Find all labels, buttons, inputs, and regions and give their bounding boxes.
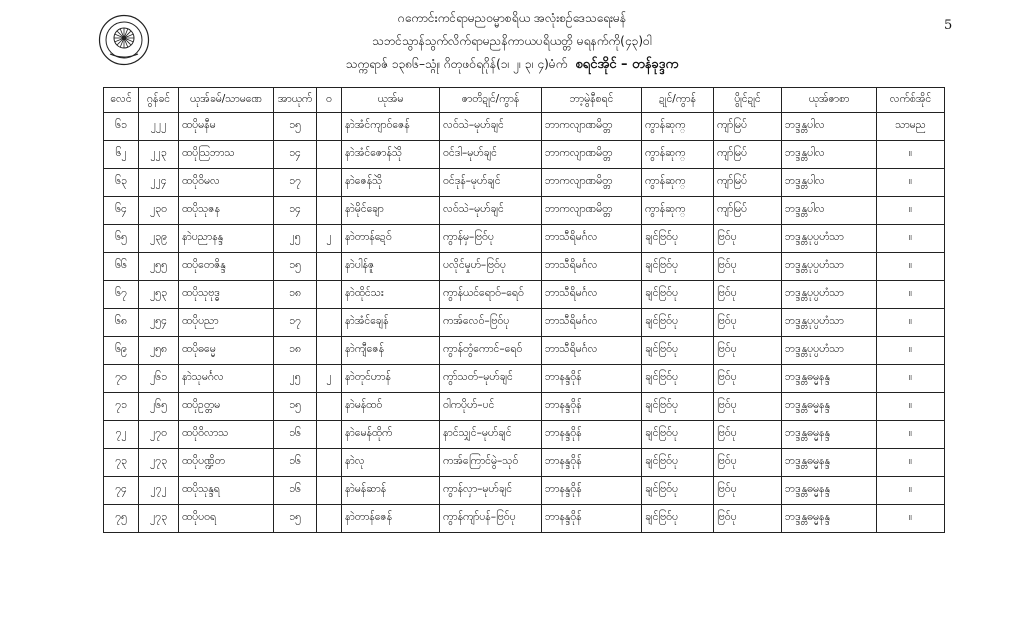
cell-birthplace: ကွာ်သတ်–မုဟ်ချင် (440, 365, 542, 393)
cell-township: ဗြဝ်ပု (714, 421, 782, 449)
cell-village: ချင်ဗြဝ်ပု (642, 477, 714, 505)
col-header: လေင် (104, 88, 139, 113)
cell-monastery: ဘာနန္ဒဝိုန် (542, 421, 642, 449)
cell-remark: ။ (877, 393, 945, 421)
cell-birthplace: ဝင်ဒါ–မုဟ်ချင် (440, 141, 542, 169)
cell-serial: ၆၄ (104, 197, 139, 225)
cell-monk-name: ထပိုမနီမ (179, 113, 274, 141)
cell-village: ချင်ဗြဝ်ပု (642, 365, 714, 393)
cell-vassa (317, 169, 342, 197)
cell-mother-name: နာဲအံင်ချေန် (342, 309, 440, 337)
cell-serial: ၇၂ (104, 421, 139, 449)
cell-township: ဗြဝ်ပု (714, 253, 782, 281)
table-row (104, 253, 945, 281)
table-row (104, 169, 945, 197)
cell-remark: ။ (877, 309, 945, 337)
col-header: ဝ (317, 88, 342, 113)
cell-village: ကွာန်ဆုက္ (642, 141, 714, 169)
col-header: ယုအ်မ (342, 88, 440, 113)
cell-roll-no: ၂၃၀ (139, 197, 179, 225)
cell-vassa (317, 309, 342, 337)
cell-remark: ။ (877, 253, 945, 281)
cell-mother-name: နာဲတုင်ဟာန် (342, 365, 440, 393)
cell-roll-no: ၂၂၄ (139, 169, 179, 197)
cell-teacher: ဘဒ္ဒန္တဓမ္မနန္ဒ (782, 393, 877, 421)
cell-township: ဗြဝ်ပု (714, 393, 782, 421)
cell-mother-name: နာဲအံင်ကျာဝ်ဇေန် (342, 113, 440, 141)
cell-birthplace: ကအ်လေဝ်–ဗြဝ်ပု (440, 309, 542, 337)
col-header: ယုအ်ခမ်/သာမဏေ (179, 88, 274, 113)
table-row (104, 393, 945, 421)
cell-township: ဗြဝ်ပု (714, 449, 782, 477)
cell-village: ချင်ဗြဝ်ပု (642, 225, 714, 253)
table-row (104, 281, 945, 309)
cell-vassa (317, 113, 342, 141)
cell-monastery: ဘာကလျာဏမိတ္တ (542, 169, 642, 197)
cell-teacher: ဘဒ္ဒန္တဓမ္မနန္ဒ (782, 449, 877, 477)
col-header: ပွိုင်ဍုင် (714, 88, 782, 113)
cell-serial: ၆၃ (104, 169, 139, 197)
header-exam-title: စရင်အိုင် – တန်ခုဒ္ဒက (575, 57, 679, 72)
cell-birthplace: ဝင်ဒုန်–မုဟ်ချင် (440, 169, 542, 197)
header-line-3 (0, 56, 1024, 75)
table-row (104, 337, 945, 365)
col-header: လက်စ်အိုင် (877, 88, 945, 113)
cell-teacher: ဘဒ္ဒန္တဓမ္မနန္ဒ (782, 421, 877, 449)
cell-vassa (317, 253, 342, 281)
cell-monk-name: ထပိုပဏ္ဍိတ (179, 449, 274, 477)
cell-roll-no: ၂၆၅ (139, 393, 179, 421)
table-row (104, 225, 945, 253)
table-row (104, 505, 945, 533)
cell-birthplace: ပလိုင်မှုဟ်–ဗြဝ်ပု (440, 253, 542, 281)
table-row (104, 141, 945, 169)
cell-township: ကျာ်မြပ် (714, 141, 782, 169)
cell-township: ဗြဝ်ပု (714, 477, 782, 505)
cell-roll-no: ၂၇၀ (139, 421, 179, 449)
col-header: ဇာတိဍုင်/ကွာန် (440, 88, 542, 113)
cell-roll-no: ၂၂၂ (139, 113, 179, 141)
cell-monk-name: ထပိုဓမ္မေ (179, 337, 274, 365)
cell-roll-no: ၂၅၅ (139, 253, 179, 281)
cell-mother-name: နာဲတာန်ဇေန် (342, 505, 440, 533)
cell-remark: ။ (877, 141, 945, 169)
cell-township: ဗြဝ်ပု (714, 365, 782, 393)
cell-remark: ။ (877, 281, 945, 309)
cell-remark: ။ (877, 477, 945, 505)
cell-monastery: ဘာသီရိမင်္ဂလ (542, 337, 642, 365)
cell-teacher: ဘဒ္ဒန္တပါလ (782, 169, 877, 197)
candidate-table (103, 87, 945, 533)
cell-monastery: ဘာနန္ဒဝိုန် (542, 477, 642, 505)
cell-roll-no: ၂၆၁ (139, 365, 179, 393)
cell-roll-no: ၂၃၉ (139, 225, 179, 253)
cell-mother-name: နာဲပါန်ဇူ (342, 253, 440, 281)
cell-serial: ၇၅ (104, 505, 139, 533)
page-number: 5 (944, 18, 953, 33)
cell-vassa (317, 449, 342, 477)
cell-village: ကွာန်ဆုက္ (642, 169, 714, 197)
cell-mother-name: နာဲဇေန်သိုဲ (342, 169, 440, 197)
cell-birthplace: လဝ်သဲ–မုဟ်ချင် (440, 113, 542, 141)
cell-birthplace: ဝါကပိုဟ်–ပင် (440, 393, 542, 421)
cell-vassa (317, 421, 342, 449)
cell-monk-name: ထပိုသုန္ဒရ (179, 477, 274, 505)
cell-age: ၁၆ (274, 449, 317, 477)
cell-serial: ၆၂ (104, 141, 139, 169)
cell-age: ၂၅ (274, 365, 317, 393)
cell-serial: ၆၇ (104, 281, 139, 309)
cell-age: ၁၈ (274, 337, 317, 365)
cell-remark: ။ (877, 169, 945, 197)
cell-vassa (317, 281, 342, 309)
cell-birthplace: ကွာန်လှာ–မုဟ်ချင် (440, 477, 542, 505)
cell-village: ချင်ဗြဝ်ပု (642, 281, 714, 309)
cell-monastery: ဘာကလျာဏမိတ္တ (542, 141, 642, 169)
cell-teacher: ဘဒ္ဒန္တပါလ (782, 141, 877, 169)
cell-roll-no: ၂၅၄ (139, 309, 179, 337)
cell-roll-no: ၂၅၃ (139, 281, 179, 309)
cell-township: ဗြဝ်ပု (714, 337, 782, 365)
cell-serial: ၆၆ (104, 253, 139, 281)
cell-mother-name: နာဲမိုင်ချော (342, 197, 440, 225)
cell-remark: ။ (877, 197, 945, 225)
cell-monastery: ဘာသီရိမင်္ဂလ (542, 253, 642, 281)
cell-remark: ။ (877, 225, 945, 253)
cell-birthplace: လဝ်သဲ–မုဟ်ချင် (440, 197, 542, 225)
cell-township: ကျာ်မြပ် (714, 169, 782, 197)
cell-teacher: ဘဒ္ဒန္တဓမ္မနန္ဒ (782, 505, 877, 533)
cell-vassa: ၂ (317, 225, 342, 253)
cell-serial: ၇၃ (104, 449, 139, 477)
cell-village: ကွာန်ဆုက္ (642, 197, 714, 225)
table-row (104, 365, 945, 393)
cell-monastery: ဘာသီရိမင်္ဂလ (542, 309, 642, 337)
cell-monk-name: ထပိုသုဇန (179, 197, 274, 225)
cell-age: ၁၇ (274, 169, 317, 197)
cell-mother-name: နာဲထိုင်သး (342, 281, 440, 309)
cell-age: ၁၄ (274, 197, 317, 225)
cell-serial: ၇၄ (104, 477, 139, 505)
col-header: ဂွန်ခင် (139, 88, 179, 113)
cell-teacher: ဘဒ္ဒန္တဓမ္မနန္ဒ (782, 477, 877, 505)
cell-monastery: ဘာနန္ဒဝိုန် (542, 449, 642, 477)
cell-monk-name: နာဲပညာနန္ဒ (179, 225, 274, 253)
cell-village: ကွာန်ဆုက္ (642, 113, 714, 141)
cell-age: ၁၄ (274, 141, 317, 169)
cell-birthplace: နာင်သျှင်–မုဟ်ချင် (440, 421, 542, 449)
cell-township: ကျာ်မြပ် (714, 113, 782, 141)
cell-monk-name: ထပိုဝိမလ (179, 169, 274, 197)
cell-township: ဗြဝ်ပု (714, 505, 782, 533)
cell-monk-name: ထပိုဥတ္တမ (179, 393, 274, 421)
cell-teacher: ဘဒ္ဒန္တပုပ္ပဟံသာ (782, 309, 877, 337)
cell-serial: ၆၈ (104, 309, 139, 337)
cell-serial: ၇၁ (104, 393, 139, 421)
table-header-row (104, 88, 945, 113)
cell-monk-name: ထပိုတေဇိန္ဒ (179, 253, 274, 281)
cell-village: ချင်ဗြဝ်ပု (642, 393, 714, 421)
cell-township: ဗြဝ်ပု (714, 309, 782, 337)
cell-birthplace: ကွာန်ယင်ရောဝ်–ရေဝ် (440, 281, 542, 309)
cell-monastery: ဘာနန္ဒဝိုန် (542, 505, 642, 533)
cell-teacher: ဘဒ္ဒန္တဓမ္မနန္ဒ (782, 365, 877, 393)
cell-mother-name: နာဲတာန်ဍေဝ် (342, 225, 440, 253)
cell-roll-no: ၂၇၂ (139, 477, 179, 505)
cell-teacher: ဘဒ္ဒန္တပုပ္ပဟံသာ (782, 253, 877, 281)
cell-age: ၁၅ (274, 113, 317, 141)
cell-village: ချင်ဗြဝ်ပု (642, 337, 714, 365)
cell-age: ၂၅ (274, 225, 317, 253)
cell-monk-name: ထပိုပညာ (179, 309, 274, 337)
cell-roll-no: ၂၇၃ (139, 505, 179, 533)
table-row (104, 421, 945, 449)
cell-serial: ၆၉ (104, 337, 139, 365)
cell-mother-name: နာဲမေန်ထိုက် (342, 421, 440, 449)
cell-birthplace: ကွာန်မှ–ဗြဝ်ပု (440, 225, 542, 253)
cell-monk-name: ထပိုပဝရ (179, 505, 274, 533)
cell-mother-name: နာဲကျီဇေန် (342, 337, 440, 365)
cell-age: ၁၆ (274, 421, 317, 449)
cell-roll-no: ၂၂၃ (139, 141, 179, 169)
cell-remark: ။ (877, 365, 945, 393)
col-header: ဘာ့မွဲနီစရင် (542, 88, 642, 113)
cell-teacher: ဘဒ္ဒန္တပါလ (782, 113, 877, 141)
cell-monk-name: ထပိုဝိလာသ (179, 421, 274, 449)
cell-monk-name: ထပိုသြဘာသ (179, 141, 274, 169)
cell-village: ချင်ဗြဝ်ပု (642, 449, 714, 477)
cell-monastery: ဘာနန္ဒဝိုန် (542, 365, 642, 393)
cell-monk-name: နာဲသုမင်္ဂလ (179, 365, 274, 393)
cell-township: ကျာ်မြပ် (714, 197, 782, 225)
cell-teacher: ဘဒ္ဒန္တပုပ္ပဟံသာ (782, 281, 877, 309)
cell-age: ၁၆ (274, 477, 317, 505)
header-line-2: သဘင်သွာန်သွက်လိက်ရာမညနိကာယပရိယတ္တိ မရနက်ကို(၄၃)ဝါ (372, 34, 652, 48)
cell-remark: ။ (877, 505, 945, 533)
cell-teacher: ဘဒ္ဒန္တပါလ (782, 197, 877, 225)
col-header: ဍုင်/ကွာန် (642, 88, 714, 113)
cell-monastery: ဘာသီရိမင်္ဂလ (542, 225, 642, 253)
cell-vassa (317, 141, 342, 169)
cell-serial: ၇၀ (104, 365, 139, 393)
table-row (104, 477, 945, 505)
cell-age: ၁၅ (274, 253, 317, 281)
cell-vassa (317, 393, 342, 421)
cell-teacher: ဘဒ္ဒန္တပုပ္ပဟံသာ (782, 225, 877, 253)
cell-remark: ။ (877, 337, 945, 365)
table-row (104, 309, 945, 337)
cell-teacher: ဘဒ္ဒန္တပုပ္ပဟံသာ (782, 337, 877, 365)
cell-vassa (317, 477, 342, 505)
cell-monastery: ဘာကလျာဏမိတ္တ (542, 197, 642, 225)
cell-mother-name: နာဲလု (342, 449, 440, 477)
cell-age: ၁၅ (274, 393, 317, 421)
cell-mother-name: နာဲမန်ဆာန် (342, 477, 440, 505)
cell-mother-name: နာဲအံင်ဇောန်သိုဲ (342, 141, 440, 169)
cell-township: ဗြဝ်ပု (714, 281, 782, 309)
cell-village: ချင်ဗြဝ်ပု (642, 505, 714, 533)
cell-monastery: ဘာသီရိမင်္ဂလ (542, 281, 642, 309)
header-line-1: ဂကောင်းကင်ရာမညဝမ္မာစရိယ အလုံးစဉ်ဒေသရေးမန် (397, 11, 627, 25)
cell-village: ချင်ဗြဝ်ပု (642, 253, 714, 281)
cell-serial: ၆၁ (104, 113, 139, 141)
cell-township: ဗြဝ်ပု (714, 225, 782, 253)
cell-age: ၁၅ (274, 505, 317, 533)
cell-vassa (317, 337, 342, 365)
cell-birthplace: ကွာန်ကျာ်ပန်–ဗြဝ်ပု (440, 505, 542, 533)
cell-monastery: ဘာနန္ဒဝိုန် (542, 393, 642, 421)
cell-age: ၁၈ (274, 281, 317, 309)
cell-monastery: ဘာကလျာဏမိတ္တ (542, 113, 642, 141)
cell-vassa (317, 197, 342, 225)
cell-remark: သာမည (877, 113, 945, 141)
cell-mother-name: နာဲမန်ထဝ် (342, 393, 440, 421)
col-header: အာယုက် (274, 88, 317, 113)
cell-roll-no: ၂၇၃ (139, 449, 179, 477)
cell-roll-no: ၂၅၈ (139, 337, 179, 365)
cell-vassa: ၂ (317, 365, 342, 393)
cell-vassa (317, 505, 342, 533)
cell-age: ၁၇ (274, 309, 317, 337)
table-row (104, 113, 945, 141)
header-date: သက္ကရာဇ် ၁၃၈၆–သ္ဂုံ၊ ဂိတုဖဝ်ရဂိုန်(၁၊ ၂၊ ၃၊ ၄)မံက် (345, 57, 568, 71)
table-row (104, 449, 945, 477)
cell-village: ချင်ဗြဝ်ပု (642, 421, 714, 449)
cell-village: ချင်ဗြဝ်ပု (642, 309, 714, 337)
cell-birthplace: ကအ်ကြောင်မွဲ–သုဝ် (440, 449, 542, 477)
cell-birthplace: ကွာန်တွံကောင်–ရေဝ် (440, 337, 542, 365)
cell-serial: ၆၅ (104, 225, 139, 253)
cell-remark: ။ (877, 421, 945, 449)
cell-remark: ။ (877, 449, 945, 477)
cell-monk-name: ထပိုသုဗုဒ္ဓ (179, 281, 274, 309)
table-row (104, 197, 945, 225)
col-header: ယုအ်ဇာစာ (782, 88, 877, 113)
